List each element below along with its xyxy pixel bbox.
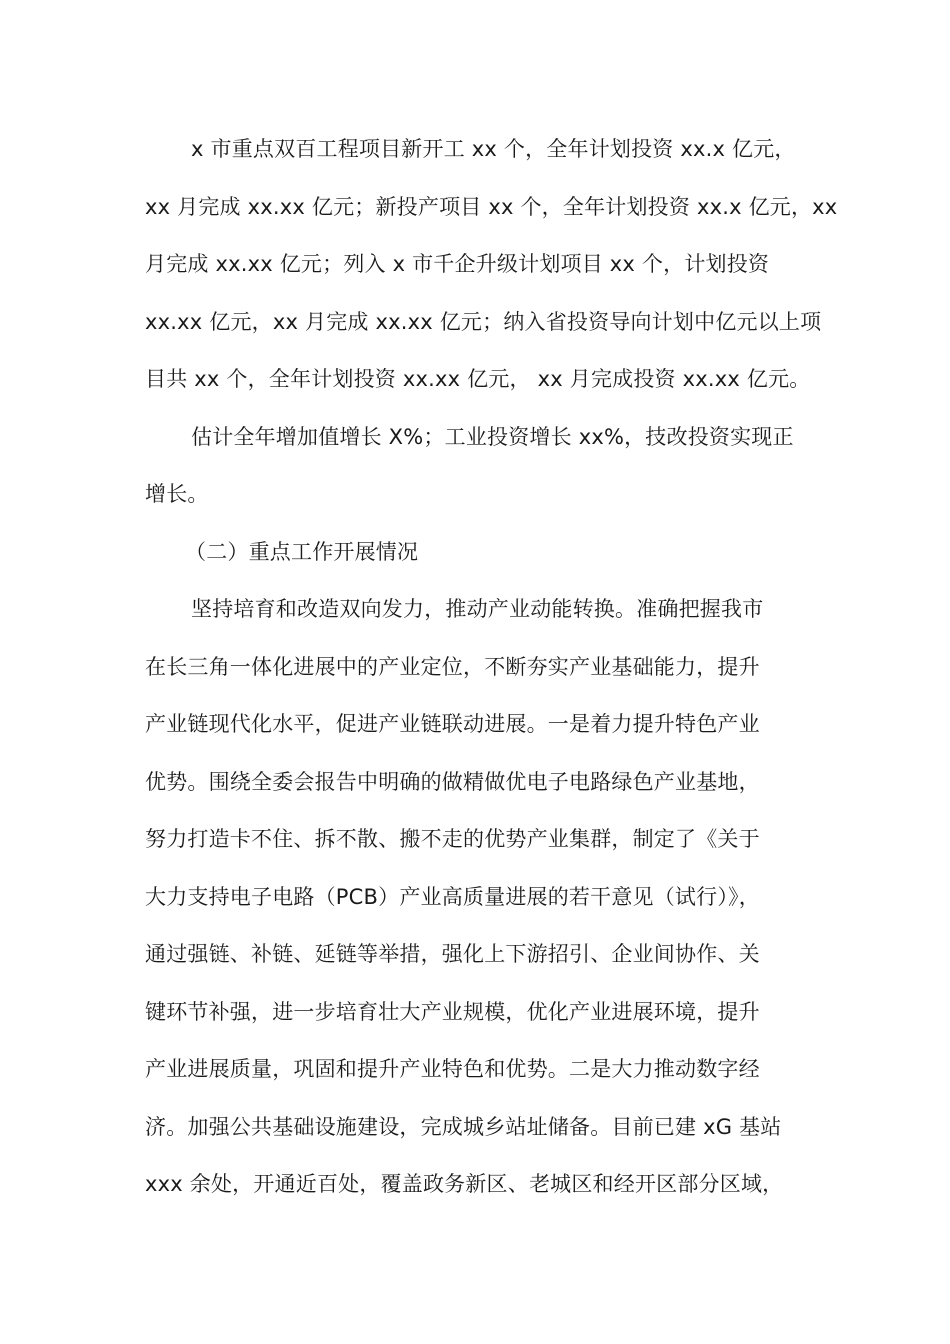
paragraph-3-line-3: 产业链现代化水平，促进产业链联动进展。一是着力提升特色产业	[145, 712, 760, 736]
paragraph-3-line-7: 通过强链、补链、延链等举措，强化上下游招引、企业间协作、关	[145, 942, 760, 966]
paragraph-3-line-6: 大力支持电子电路（PCB）产业高质量进展的若干意见（试行）》，	[145, 884, 760, 909]
paragraph-1-line-3: 月完成 xx.xx 亿元；列入 x 市千企升级计划项目 xx 个，计划投资	[145, 252, 770, 276]
paragraph-1-line-1: x 市重点双百工程项目新开工 xx 个，全年计划投资 xx.x 亿元，	[191, 137, 796, 161]
paragraph-1-line-4: xx.xx 亿元，xx 月完成 xx.xx 亿元；纳入省投资导向计划中亿元以上项	[145, 309, 822, 334]
document-body	[145, 121, 838, 1214]
paragraph-3-line-10: 济。加强公共基础设施建设，完成城乡站址储备。目前已建 xG 基站	[145, 1114, 782, 1139]
paragraph-3-line-4: 优势。围绕全委会报告中明确的做精做优电子电路绿色产业基地，	[145, 769, 760, 794]
paragraph-3-line-1: 坚持培育和改造双向发力，推动产业动能转换。准确把握我市	[191, 597, 764, 621]
paragraph-3-line-11: xxx 余处，开通近百处，覆盖政务新区、老城区和经开区部分区域，	[145, 1172, 784, 1196]
paragraph-1-line-5: 目共 xx 个，全年计划投资 xx.xx 亿元， xx 月完成投资 xx.xx 亿元。	[145, 367, 811, 391]
paragraph-3-line-2: 在长三角一体化进展中的产业定位，不断夯实产业基础能力，提升	[145, 654, 760, 679]
paragraph-1-line-2: xx 月完成 xx.xx 亿元；新投产项目 xx 个，全年计划投资 xx.x 亿元，xx	[145, 194, 838, 219]
section-heading: （二）重点工作开展情况	[185, 539, 419, 564]
paragraph-2-line-1: 估计全年增加值增长 X%；工业投资增长 xx%，技改投资实现正	[191, 424, 794, 449]
paragraph-3-line-9: 产业进展质量，巩固和提升产业特色和优势。二是大力推动数字经	[145, 1057, 760, 1081]
paragraph-3-line-5: 努力打造卡不住、拆不散、搬不走的优势产业集群，制定了《关于	[145, 827, 760, 851]
paragraph-3-line-8: 键环节补强，进一步培育壮大产业规模，优化产业进展环境，提升	[145, 999, 760, 1024]
paragraph-2-line-2: 增长。	[145, 482, 209, 506]
